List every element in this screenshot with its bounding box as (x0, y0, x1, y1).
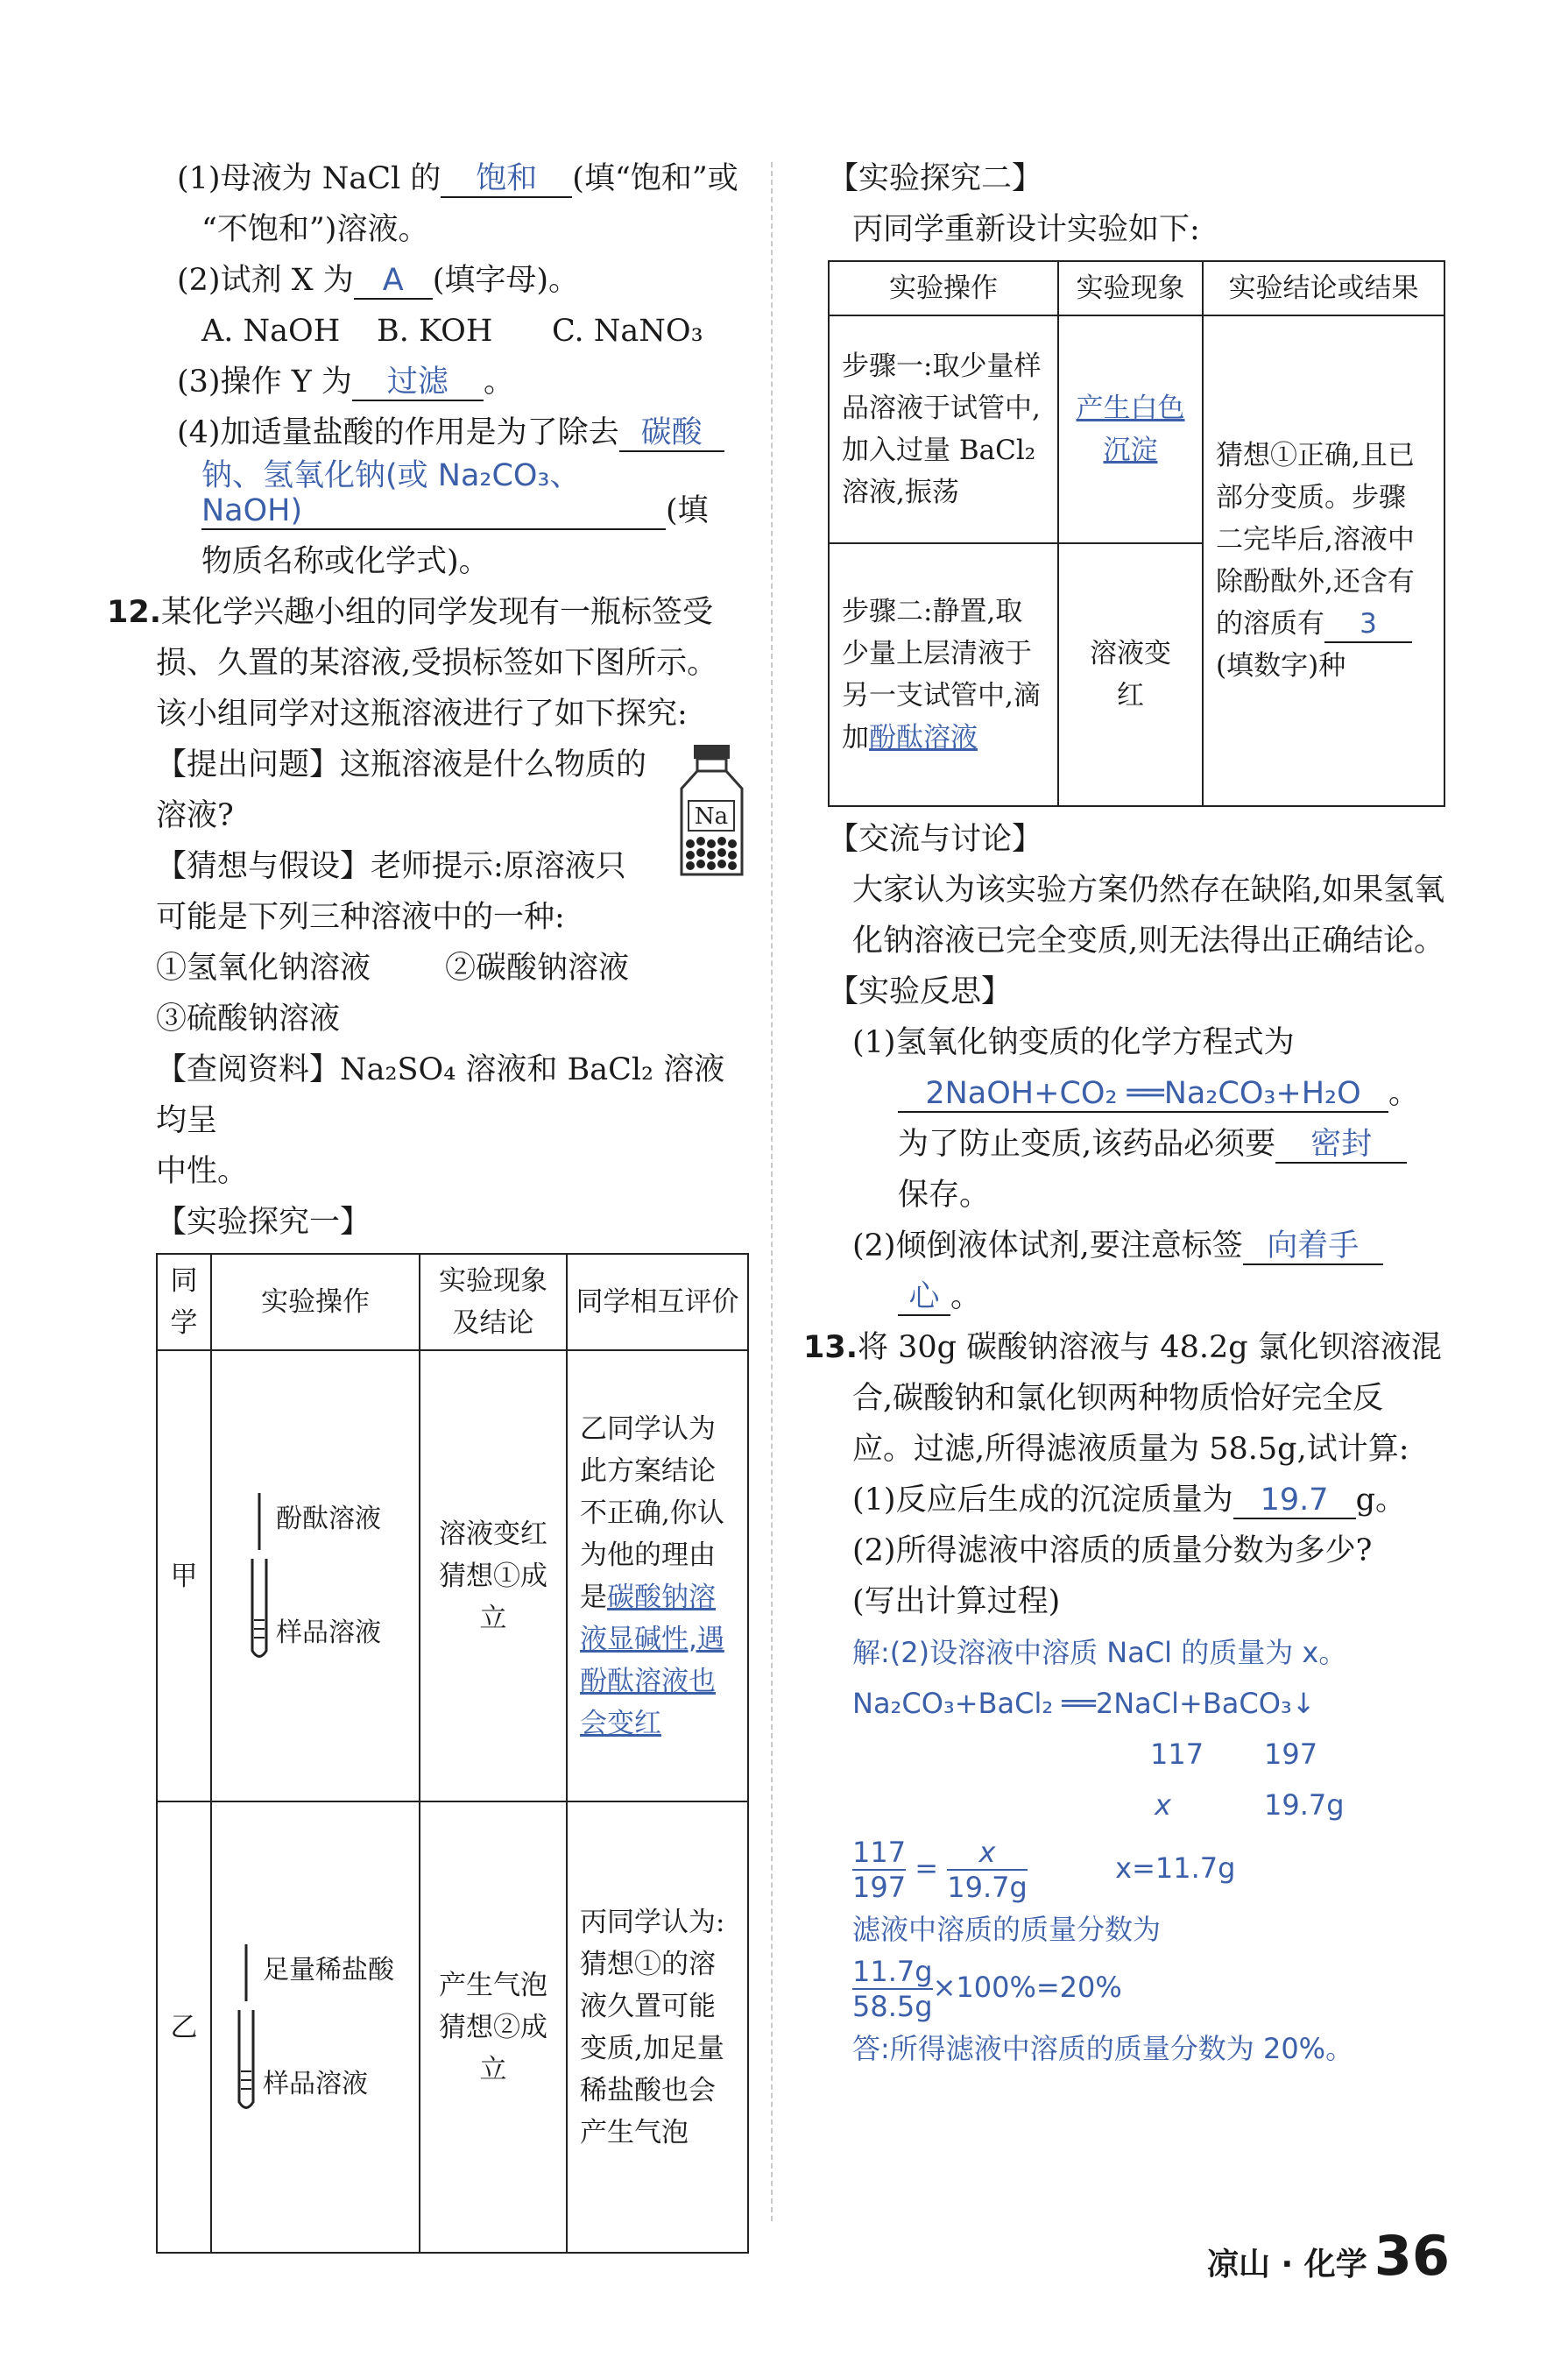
q12-question-1: 【提出问题】这瓶溶液是什么物质的 (156, 747, 647, 782)
exp2-conclusion-text-b: (填数字)种 (1216, 650, 1346, 682)
exp1-row1-operation (211, 1350, 420, 1801)
q11-s3-answer: 过滤 (386, 365, 449, 400)
q11-s4-text-b: (填 (666, 493, 709, 528)
q13-fraction-1-den: 197 (852, 1871, 907, 1904)
q12-reflection-2-line2 (828, 1271, 1445, 1322)
q12-exp2-intro: 丙同学重新设计实验如下: (852, 212, 1200, 247)
test-tube-icon (237, 1940, 256, 2115)
q11-s2-text-b: (填字母)。 (432, 263, 580, 298)
exp1-row1-sample-label: 样品溶液 (276, 1617, 381, 1648)
q12-reflection-1: (1)氢氧化钠变质的化学方程式为 (852, 1025, 1295, 1060)
q13-solution-proportion: $\frac{117}{197}$ = $\frac{x}{19.7g}$ x=11.7g (852, 1836, 1236, 1904)
left-column (107, 153, 749, 2254)
q11-s4-answer-2: 钠、氢氧化钠(或 Na₂CO₃、NaOH) (201, 458, 581, 528)
reagent-bottle-icon (675, 743, 749, 879)
exp1-row2-sample-label: 样品溶液 (263, 2068, 368, 2099)
q12-reference-1: 【查阅资料】Na₂SO₄ 溶液和 BaCl₂ 溶液均呈 (156, 1052, 725, 1138)
q12-reflection-2-blank-2 (898, 1279, 950, 1316)
q13-fraction-2-num: x (947, 1836, 1028, 1871)
q13-s1-text: (1)反应后生成的沉淀质量为 (852, 1483, 1233, 1518)
q12-reflection-1-store-blank (1275, 1127, 1407, 1164)
exp1-row2-result: 产生气泡猜想②成立 (420, 1801, 567, 2253)
q12-question-2: 溶液? (156, 798, 234, 833)
exp1-row-jia (157, 1350, 748, 1801)
exp2-row2-phenomenon: 溶液变红 (1058, 543, 1203, 806)
q12-discussion-text: 大家认为该实验方案仍然存在缺陷,如果氢氧化钠溶液已完全变质,则无法得出正确结论。 (852, 873, 1445, 959)
exp1-row2-student: 乙 (157, 1801, 211, 2253)
right-column (803, 153, 1445, 2074)
page-number: 36 (1374, 2224, 1450, 2288)
exp2-row1-phenomenon-answer: 产生白色沉淀 (1076, 393, 1185, 466)
exp2-row1-phenomenon (1058, 315, 1203, 543)
q13-s1 (828, 1475, 1445, 1525)
q13-value-x: x (1155, 1788, 1171, 1822)
exp1-row1-eval-answer: 碳酸钠溶液显碱性,遇酚酞溶液也会变红 (580, 1581, 724, 1739)
q13-solution-values (852, 1780, 1445, 1830)
q12-reflection-1-equation: 2NaOH+CO₂ ══Na₂CO₃+H₂O (925, 1076, 1361, 1111)
q13-text-3: 应。过滤,所得滤液质量为 58.5g,试计算: (852, 1432, 1409, 1467)
q12-guess-options (156, 943, 749, 994)
q12-reflection-1-store (828, 1119, 1445, 1170)
exp1-header-result: 实验现象及结论 (420, 1254, 567, 1350)
q11-s4-text: (4)加适量盐酸的作用是为了除去 (177, 415, 619, 450)
exp1-row2-operation (211, 1801, 420, 2253)
q12-exp2-title: 【实验探究二】 (828, 161, 1043, 196)
q13-solution-equation: Na₂CO₃+BaCl₂ ══2NaCl+BaCO₃↓ (852, 1687, 1316, 1720)
exp2-row2-operation (829, 543, 1058, 806)
q11-s4 (131, 407, 749, 458)
q12-reflection-2-blank (1243, 1228, 1383, 1265)
exp1-row1-eval-text: 乙同学认为此方案结论不正确,你认为他的理由是 (580, 1412, 724, 1613)
exp2-header-phenomenon: 实验现象 (1058, 261, 1203, 315)
q13-s2-note: (写出计算过程) (852, 1584, 1061, 1619)
exp2-conclusion-text: 猜想①正确,且已部分变质。步骤二完毕后,溶液中除酚酞外,还含有的溶质有 (1216, 440, 1415, 640)
exp2-header-row (829, 261, 1444, 315)
q11-s1-text-b: (填“饱和”或 (572, 161, 738, 196)
q12-reflection-2-text: (2)倾倒液体试剂,要注意标签 (852, 1228, 1243, 1263)
q13-fraction-3-den: 58.5g (852, 1990, 933, 2023)
q12-number: 12. (107, 595, 162, 630)
bottle-label: Na (694, 803, 729, 830)
page-footer (1207, 2224, 1450, 2288)
q13-s1-unit: g。 (1355, 1483, 1406, 1518)
exp1-row1-evaluation (567, 1350, 748, 1801)
q12-exp1-title: 【实验探究一】 (156, 1205, 371, 1240)
q11-option-c: C. NaNO₃ (552, 314, 703, 349)
q12-reflection-1-blank (898, 1076, 1388, 1113)
exp2-row1-operation: 步骤一:取少量样品溶液于试管中,加入过量 BaCl₂ 溶液,振荡 (829, 315, 1058, 543)
q12-exp2-table (828, 260, 1445, 807)
q11-s4-text-c: 物质名称或化学式)。 (201, 544, 490, 579)
q13-result-x: x=11.7g (1115, 1851, 1236, 1885)
q11-s2-blank (354, 263, 433, 300)
q13-text-1 (803, 1322, 1445, 1373)
q11-s1-answer: 饱和 (476, 161, 538, 196)
exp1-row2-evaluation: 丙同学认为:猜想①的溶液久置可能变质,加足量稀盐酸也会产生气泡 (567, 1801, 748, 2253)
footer-label: 凉山 · 化学 (1206, 2247, 1367, 2283)
q13-s2-text: (2)所得滤液中溶质的质量分数为多少? (852, 1533, 1373, 1568)
exp2-conclusion-blank (1324, 606, 1412, 643)
q11-s4-blank-1 (619, 415, 724, 452)
q12-exp1-table-wrap (131, 1253, 749, 2254)
q12-reflection-1-eq (828, 1068, 1445, 1119)
test-tube-diagram-1 (217, 1471, 413, 1681)
q11-option-b: B. KOH (377, 314, 493, 349)
q11-options (131, 306, 749, 357)
q13-text-2: 合,碳酸钠和氯化钡两种物质恰好完全反 (852, 1381, 1384, 1416)
exp1-row1-student: 甲 (157, 1350, 211, 1801)
q12-reflection-title: 【实验反思】 (828, 974, 1013, 1009)
q13-value-baco3: 19.7g (1264, 1788, 1345, 1822)
q12-intro-1 (107, 587, 749, 638)
q12-intro-2: 损、久置的某溶液,受损标签如下图所示。 (156, 646, 718, 681)
q13-fraction-1-num: 117 (852, 1836, 907, 1869)
q12-guess-option-1: ①氢氧化钠溶液 (156, 951, 371, 986)
exp2-conclusion-answer: 3 (1360, 608, 1377, 640)
q11-s4-answer-1: 碳酸 (640, 415, 703, 450)
q13-number: 13. (803, 1330, 858, 1365)
exp2-header-operation: 实验操作 (829, 261, 1058, 315)
q13-solution-percent (852, 1955, 1445, 2023)
exp2-row2-operation-answer: 酚酞溶液 (869, 722, 978, 754)
q13-fraction-3 (852, 1955, 933, 2023)
q13-text-1-content: 将 30g 碳酸钠溶液与 48.2g 氯化钡溶液混 (858, 1330, 1442, 1365)
q12-guess-option-3: ③硫酸钠溶液 (156, 1002, 341, 1037)
q13-molar-mass-nacl: 117 (1150, 1738, 1204, 1771)
q13-s1-blank (1233, 1483, 1356, 1519)
q11-s3-text-b: 。 (483, 365, 514, 400)
exp1-header-operation: 实验操作 (211, 1254, 420, 1350)
q11-s4-line2 (131, 458, 749, 536)
q13-solution-masses (852, 1729, 1445, 1780)
q13-solution (828, 1627, 1445, 2074)
q11-s1-text-c: “不饱和”)溶液。 (201, 212, 429, 247)
q13-fraction-1 (852, 1836, 906, 1904)
q12-reflection-1-store-answer: 密封 (1310, 1127, 1373, 1162)
q11-s3-text: (3)操作 Y 为 (177, 365, 352, 400)
q11-option-a: A. NaOH (201, 314, 341, 349)
test-tube-diagram-2 (217, 1922, 413, 2133)
q12-reflection-1-store-end: 保存。 (898, 1178, 991, 1213)
exp2-row-1 (829, 315, 1444, 543)
q12-reference-2: 中性。 (156, 1154, 249, 1189)
exp2-row2-operation-text: 步骤二:静置,取少量上层清液于另一支试管中,滴加 (842, 596, 1041, 754)
q12-reflection-1-store-text: 为了防止变质,该药品必须要 (898, 1127, 1276, 1162)
q11-s2-answer: A (382, 263, 404, 298)
exp1-header-evaluation: 同学相互评价 (567, 1254, 748, 1350)
q13-s1-answer: 19.7 (1260, 1483, 1329, 1518)
q12-reflection-2-end: 。 (950, 1279, 982, 1314)
exp2-conclusion (1203, 315, 1444, 806)
q12-discussion-title: 【交流与讨论】 (828, 822, 1043, 857)
q11-s1-text: (1)母液为 NaCl 的 (177, 161, 441, 196)
q11-s2-text: (2)试剂 X 为 (177, 263, 354, 298)
q13-fraction-2-den: 19.7g (947, 1871, 1028, 1904)
q11-s1-blank (441, 161, 572, 198)
q11-s3 (131, 357, 749, 407)
q12-reflection-2 (828, 1221, 1445, 1271)
exp1-row2-reagent-label: 足量稀盐酸 (263, 1954, 394, 1985)
q12-intro-text-1: 某化学兴趣小组的同学发现有一瓶标签受 (161, 595, 714, 630)
exp1-header-student: 同学 (157, 1254, 211, 1350)
q13-fraction-2 (947, 1836, 1028, 1904)
q13-molar-mass-baco3: 197 (1264, 1738, 1318, 1771)
test-tube-icon (250, 1489, 269, 1664)
q13-fraction-3-num: 11.7g (852, 1955, 933, 1988)
q13-percent-result: ×100%=20% (932, 1971, 1122, 2004)
q11-s1 (131, 153, 749, 204)
exp2-header-conclusion: 实验结论或结果 (1203, 261, 1444, 315)
q11-s3-blank (352, 365, 484, 401)
exp1-header-row (157, 1254, 748, 1350)
q12-problem-block (131, 740, 749, 1248)
q12-guess-1: 【猜想与假设】老师提示:原溶液只 (156, 849, 626, 884)
q12-guess-2: 可能是下列三种溶液中的一种: (156, 900, 565, 935)
column-divider (771, 162, 773, 2221)
q12-reflection-1-end: 。 (1388, 1076, 1420, 1111)
q12-intro-3: 该小组同学对这瓶溶液进行了如下探究: (156, 697, 688, 732)
q12-exp1-table (156, 1253, 749, 2254)
q13-final-answer: 答:所得滤液中溶质的质量分数为 20%。 (852, 2032, 1354, 2065)
q12-reflection-2-answer-1: 向着手 (1267, 1228, 1360, 1263)
q13-solution-setup: 解:(2)设溶液中溶质 NaCl 的质量为 x。 (852, 1636, 1347, 1669)
q13-solution-percent-label: 滤液中溶质的质量分数为 (852, 1913, 1162, 1946)
q11-s2 (131, 255, 749, 306)
exp1-row-yi (157, 1801, 748, 2253)
exp1-row1-reagent-label: 酚酞溶液 (276, 1503, 381, 1534)
exp1-row1-result: 溶液变红猜想①成立 (420, 1350, 567, 1801)
q12-guess-option-2: ②碳酸钠溶液 (445, 951, 630, 986)
q11-s4-blank-2 (201, 458, 666, 530)
q12-reflection-2-answer-2: 心 (908, 1279, 940, 1314)
